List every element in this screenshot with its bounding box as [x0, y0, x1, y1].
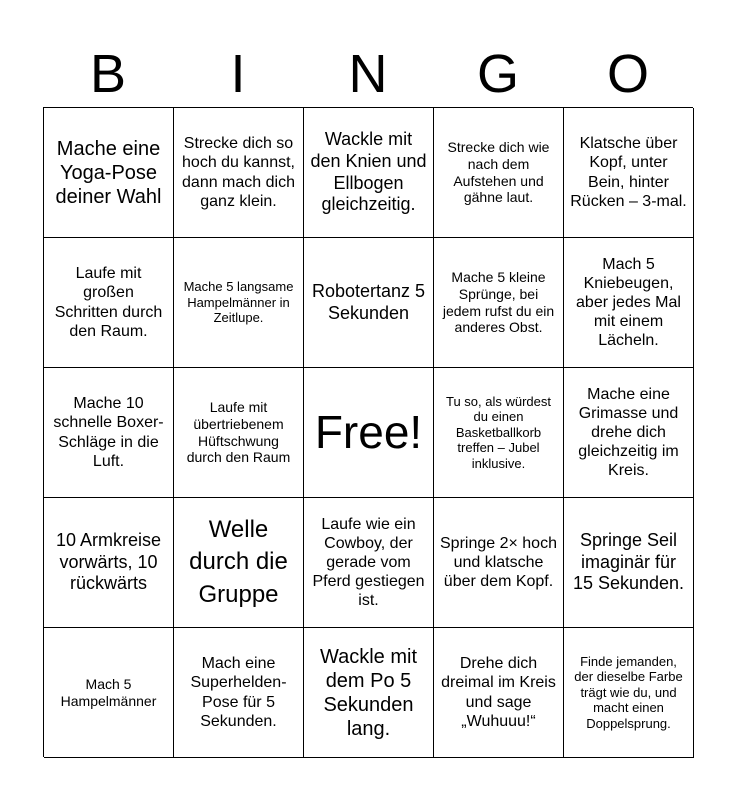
bingo-cell[interactable]: Mache 5 kleine Sprünge, bei jedem rufst du ein anderes Obst. — [434, 238, 564, 368]
bingo-cell[interactable]: Mach eine Superhelden-Pose für 5 Sekunden. — [174, 628, 304, 758]
bingo-cell[interactable]: Tu so, als würdest du einen Basketballkorb treffen – Jubel inklusive. — [434, 368, 564, 498]
bingo-cell[interactable]: Wackle mit dem Po 5 Sekunden lang. — [304, 628, 434, 758]
bingo-cell[interactable]: Laufe mit großen Schritten durch den Raum. — [44, 238, 174, 368]
header-letter-g: G — [476, 44, 519, 104]
bingo-grid — [43, 107, 693, 757]
header-letter-b: B — [89, 44, 127, 104]
bingo-cell[interactable]: Mache 5 langsame Hampelmänner in Zeitlupe. — [174, 238, 304, 368]
bingo-cell[interactable]: Mach 5 Kniebeugen, aber jedes Mal mit einem Lächeln. — [564, 238, 694, 368]
bingo-cell[interactable]: Robotertanz 5 Sekunden — [304, 238, 434, 368]
bingo-cell[interactable]: Drehe dich dreimal im Kreis und sage „Wuhuuu!“ — [434, 628, 564, 758]
bingo-cell[interactable]: Klatsche über Kopf, unter Bein, hinter Rücken – 3-mal. — [564, 108, 694, 238]
header-letter-n: N — [348, 44, 388, 104]
free-space-cell[interactable]: Free! — [304, 368, 434, 498]
header-letter-o: O — [606, 44, 649, 104]
bingo-cell[interactable]: Finde jemanden, der dieselbe Farbe trägt wie du, und macht einen Doppelsprung. — [564, 628, 694, 758]
bingo-cell[interactable]: Strecke dich wie nach dem Aufstehen und gähne laut. — [434, 108, 564, 238]
bingo-cell[interactable]: Mach 5 Hampelmänner — [44, 628, 174, 758]
bingo-cell[interactable]: Wackle mit den Knien und Ellbogen gleichzeitig. — [304, 108, 434, 238]
bingo-cell[interactable]: Mache 10 schnelle Boxer-Schläge in die Luft. — [44, 368, 174, 498]
bingo-cell[interactable]: 10 Armkreise vorwärts, 10 rückwärts — [44, 498, 174, 628]
bingo-cell[interactable]: Springe Seil imaginär für 15 Sekunden. — [564, 498, 694, 628]
bingo-cell[interactable]: Laufe mit übertriebenem Hüftschwung durch den Raum — [174, 368, 304, 498]
bingo-cell[interactable]: Welle durch die Gruppe — [174, 498, 304, 628]
bingo-cell[interactable]: Laufe wie ein Cowboy, der gerade vom Pferd gestiegen ist. — [304, 498, 434, 628]
bingo-cell[interactable]: Mache eine Grimasse und drehe dich gleichzeitig im Kreis. — [564, 368, 694, 498]
header-letter-i: I — [230, 44, 246, 104]
bingo-cell[interactable]: Mache eine Yoga-Pose deiner Wahl — [44, 108, 174, 238]
bingo-cell[interactable]: Springe 2× hoch und klatsche über dem Kopf. — [434, 498, 564, 628]
bingo-header — [43, 40, 693, 108]
bingo-cell[interactable]: Strecke dich so hoch du kannst, dann mach dich ganz klein. — [174, 108, 304, 238]
